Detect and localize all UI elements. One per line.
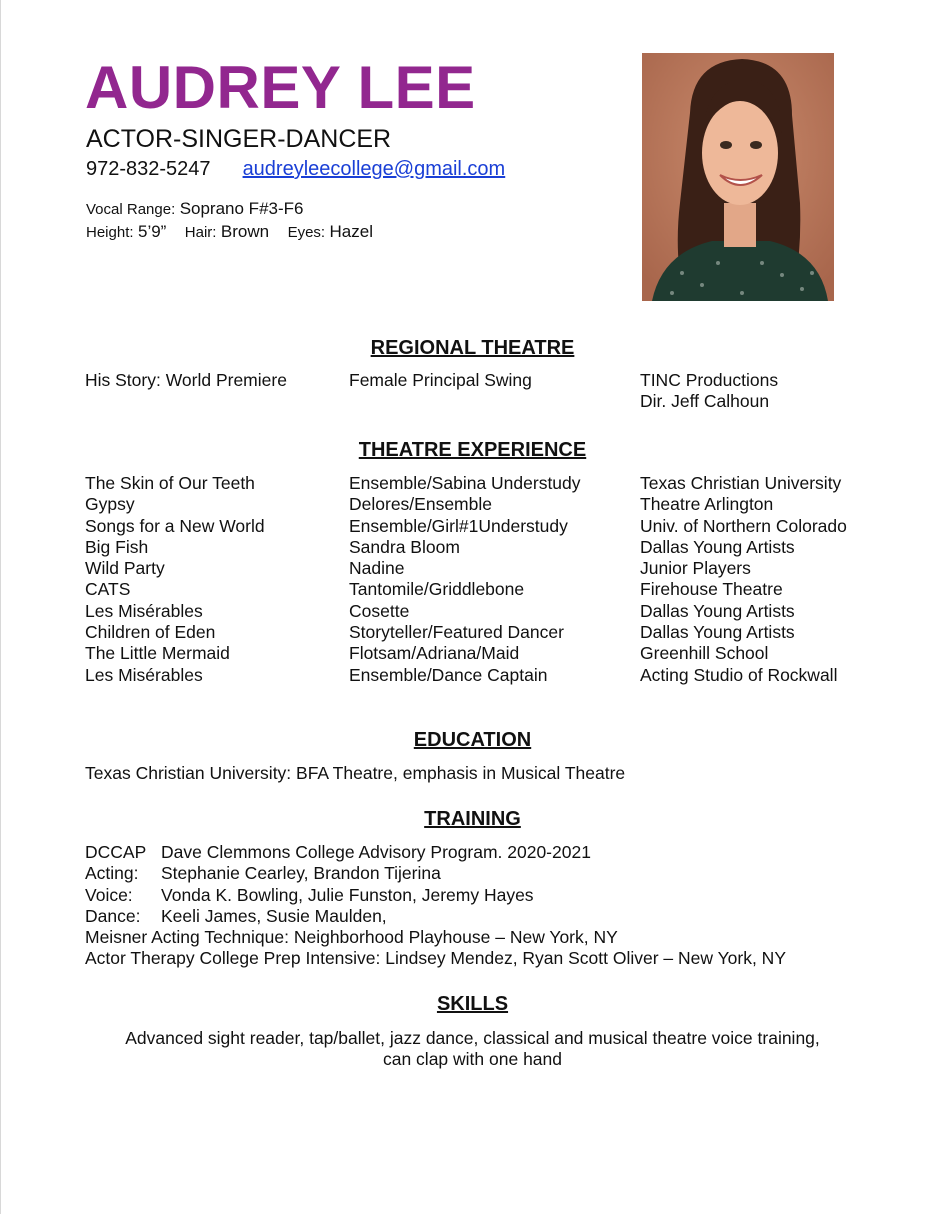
vocal-range-value: Soprano F#3-F6	[179, 199, 304, 218]
regional-theatre-heading: REGIONAL THEATRE	[370, 337, 575, 359]
table-row	[85, 473, 885, 494]
table-row	[85, 494, 885, 515]
phone-number: 972-832-5247	[86, 158, 211, 180]
actor-subtitle: ACTOR-SINGER-DANCER	[86, 125, 392, 153]
training-value: Stephanie Cearley, Brandon Tijerina	[161, 863, 441, 884]
height-value: 5’9”	[137, 222, 167, 241]
director: Dir. Jeff Calhoun	[640, 391, 770, 412]
show-title: Les Misérables	[85, 600, 203, 621]
table-row	[85, 643, 885, 664]
table-row	[85, 370, 885, 391]
eyes-value: Hazel	[329, 222, 373, 241]
company: Theatre Arlington	[640, 494, 774, 515]
show-title: The Little Mermaid	[85, 643, 230, 664]
table-row	[85, 665, 885, 686]
company: Dallas Young Artists	[640, 622, 795, 643]
company: Acting Studio of Rockwall	[640, 664, 838, 685]
table-row	[85, 537, 885, 558]
skills-line-2: can clap with one hand	[382, 1049, 563, 1070]
role: Delores/Ensemble	[349, 494, 492, 515]
list-item	[85, 885, 786, 906]
role: Nadine	[349, 558, 405, 579]
role: Flotsam/Adriana/Maid	[349, 643, 520, 664]
show-title: Big Fish	[85, 536, 149, 557]
role: Ensemble/Girl#1Understudy	[349, 515, 568, 536]
education-heading: EDUCATION	[413, 729, 532, 751]
education-line: Texas Christian University: BFA Theatre, emphasis in Musical Theatre	[85, 763, 626, 783]
table-row	[85, 391, 885, 412]
company: TINC Productions	[640, 370, 779, 390]
actor-name: AUDREY LEE	[85, 54, 476, 121]
table-row	[85, 579, 885, 600]
skills-text	[1, 1028, 943, 1071]
skills-heading: SKILLS	[436, 993, 509, 1015]
training-list	[85, 842, 786, 970]
hair-label: Hair:	[184, 224, 217, 241]
list-item	[85, 842, 786, 863]
list-item: Actor Therapy College Prep Intensive: Lindsey Mendez, Ryan Scott Oliver – New York, NY	[85, 948, 786, 969]
company: Dallas Young Artists	[640, 600, 795, 621]
show-title: CATS	[85, 579, 131, 600]
hair-value: Brown	[220, 222, 270, 241]
eyes-label: Eyes:	[287, 224, 326, 241]
company: Firehouse Theatre	[640, 579, 783, 600]
role: Cosette	[349, 600, 410, 621]
table-row	[85, 601, 885, 622]
show-title: Gypsy	[85, 494, 135, 515]
company: Dallas Young Artists	[640, 536, 795, 557]
appearance-row	[86, 221, 373, 244]
height-label: Height:	[86, 224, 134, 241]
company: Univ. of Northern Colorado	[640, 515, 847, 536]
list-item: Meisner Acting Technique: Neighborhood Playhouse – New York, NY	[85, 927, 618, 948]
contact-line	[86, 156, 505, 182]
training-heading: TRAINING	[424, 808, 521, 830]
list-item	[85, 906, 786, 927]
table-row	[85, 558, 885, 579]
show-title: Songs for a New World	[85, 515, 265, 536]
vocal-range-row	[86, 198, 373, 221]
role: Storyteller/Featured Dancer	[349, 622, 564, 643]
table-row	[85, 516, 885, 537]
headshot-photo	[642, 53, 834, 301]
show-title: Wild Party	[85, 558, 165, 579]
show-title: Les Misérables	[85, 664, 203, 685]
training-key: Dance:	[85, 905, 141, 926]
list-item	[85, 863, 786, 884]
training-value: Keeli James, Susie Maulden,	[161, 905, 387, 926]
physical-stats	[86, 198, 373, 244]
company: Texas Christian University	[640, 473, 842, 493]
training-key: Acting:	[85, 863, 139, 884]
theatre-experience-table	[85, 473, 885, 686]
training-key: Voice:	[85, 884, 133, 905]
regional-theatre-table	[85, 370, 885, 413]
role: Tantomile/Griddlebone	[349, 579, 525, 600]
show-title: Children of Eden	[85, 622, 216, 643]
role: Ensemble/Dance Captain	[349, 664, 548, 685]
training-value: Dave Clemmons College Advisory Program. 2020-2021	[161, 842, 591, 862]
company: Greenhill School	[640, 643, 769, 664]
training-value: Vonda K. Bowling, Julie Funston, Jeremy Hayes	[161, 884, 534, 905]
company: Junior Players	[640, 558, 751, 579]
role: Female Principal Swing	[349, 370, 532, 390]
skills-line-1: Advanced sight reader, tap/ballet, jazz dance, classical and musical theatre voice training,	[125, 1028, 820, 1048]
training-key: DCCAP	[85, 842, 147, 862]
role: Ensemble/Sabina Understudy	[349, 473, 581, 493]
vocal-range-label: Vocal Range:	[86, 201, 176, 218]
email-link[interactable]: audreyleecollege@gmail.com	[242, 158, 506, 180]
show-title: His Story: World Premiere	[85, 370, 287, 390]
table-row	[85, 622, 885, 643]
role: Sandra Bloom	[349, 536, 460, 557]
show-title: The Skin of Our Teeth	[85, 473, 255, 493]
theatre-experience-heading: THEATRE EXPERIENCE	[358, 439, 587, 461]
